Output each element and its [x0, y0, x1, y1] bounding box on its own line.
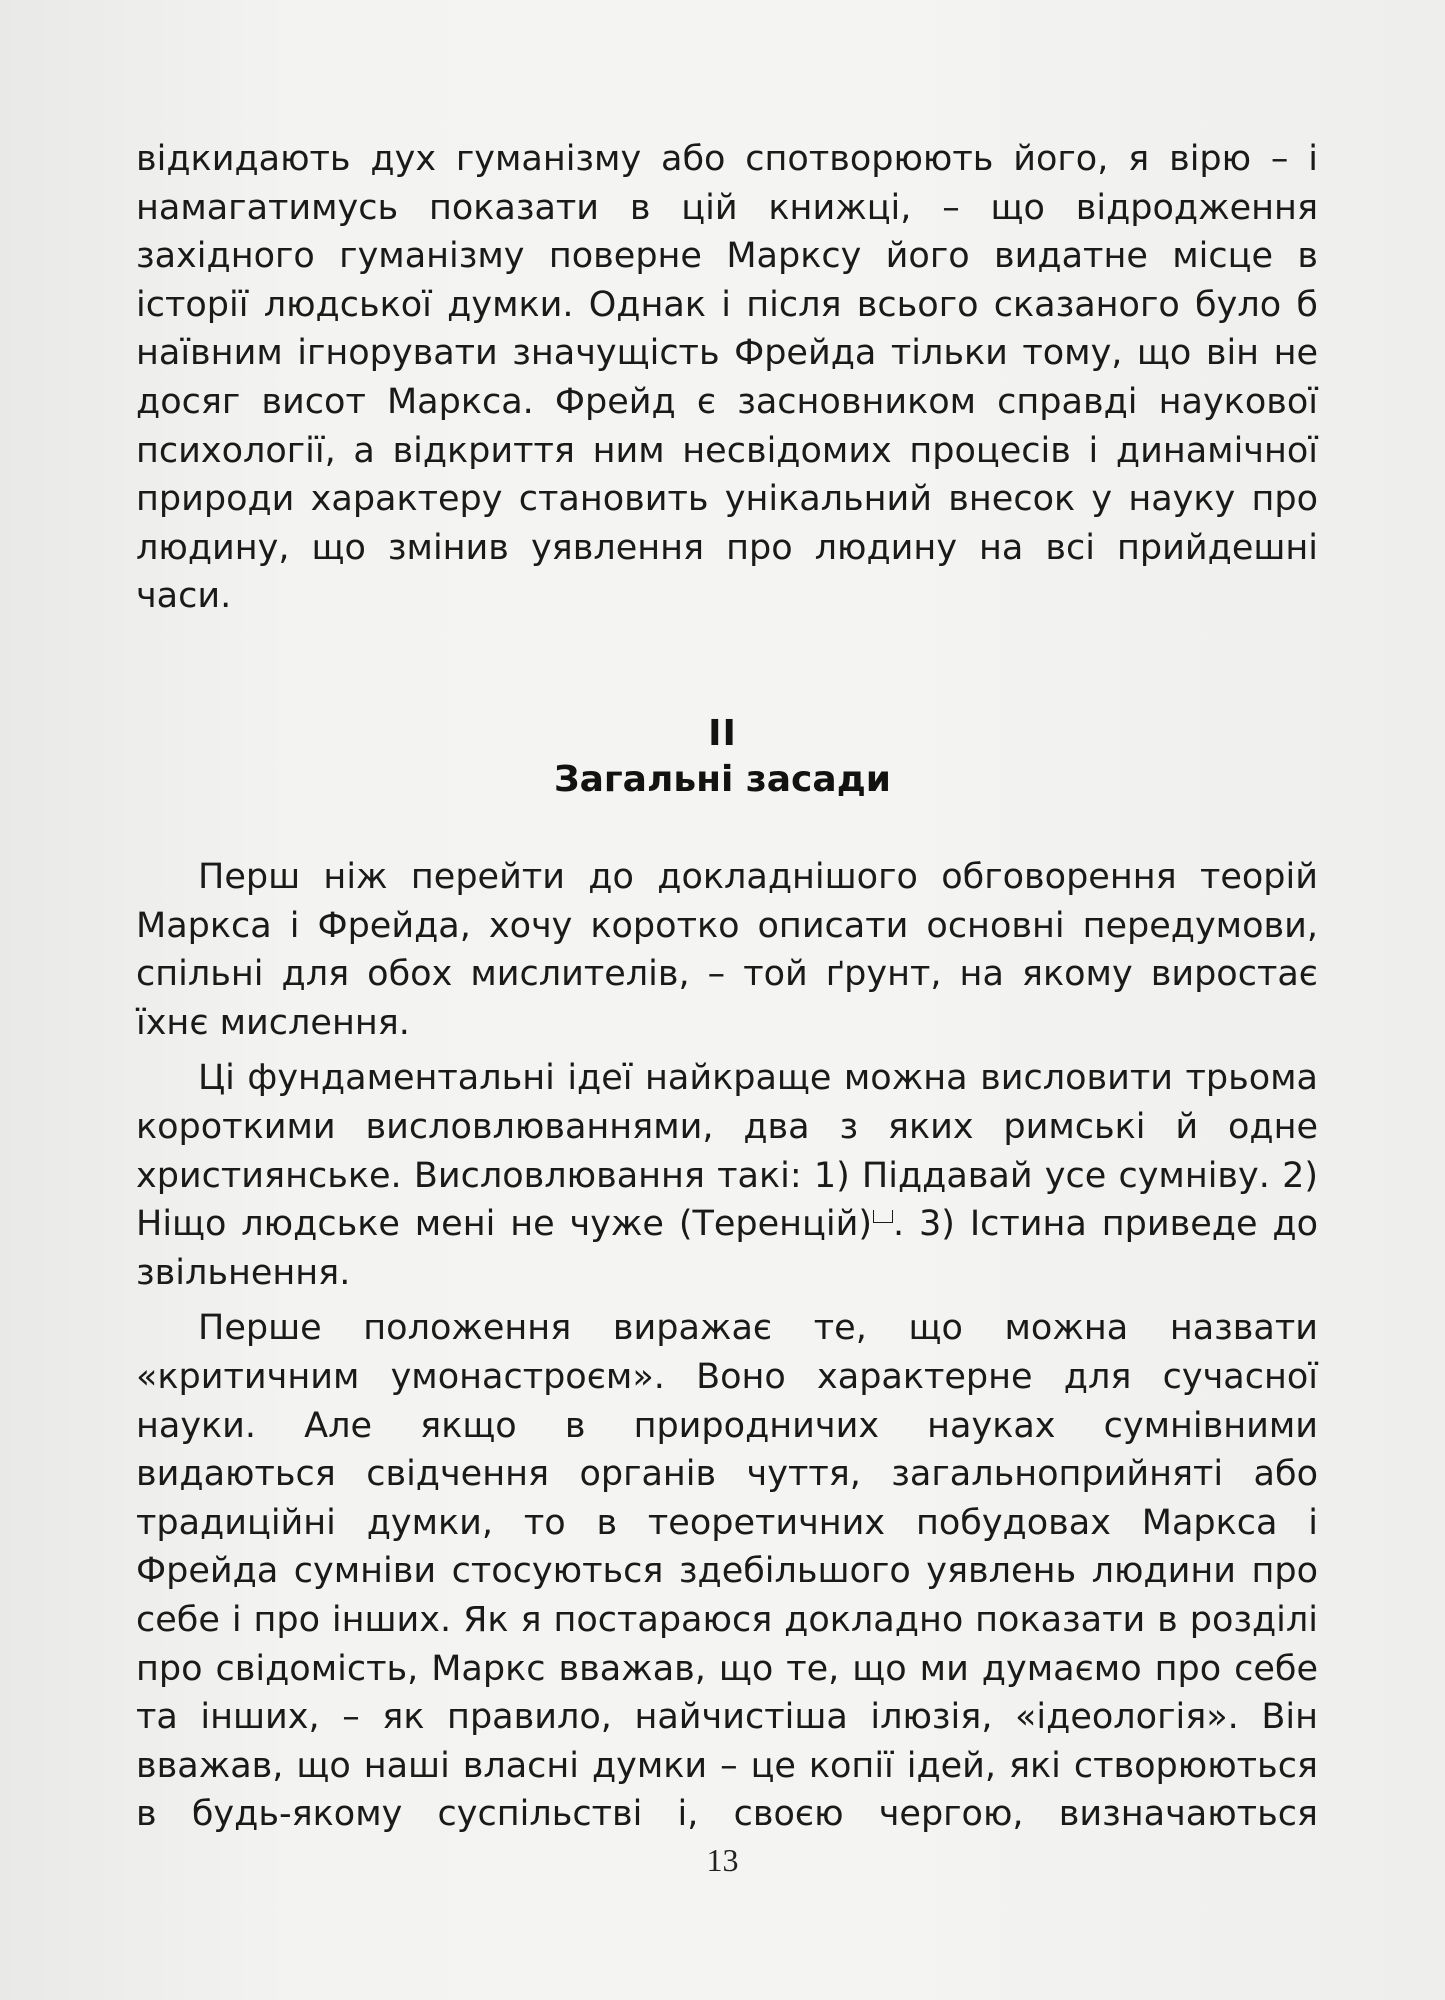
text-line: християнське. Висловлювання такі: 1) Піддавай усе сумніву. 2) [136, 1155, 1318, 1196]
footnote-marker[interactable] [873, 1210, 893, 1223]
text-line: природи характеру становить унікальний внесок у науку про [136, 479, 1318, 520]
text-line: історії людської думки. Однак і після всього сказаного було б [136, 284, 1318, 325]
paragraph [136, 1304, 1318, 1839]
chapter-number: II [708, 713, 737, 754]
paragraph-continued [136, 135, 1318, 621]
paragraph [136, 853, 1318, 1047]
text-segment: . 3) Істина приведе до [893, 1204, 1318, 1245]
text-line: науки. Але якщо в природничих науках сумнівними [136, 1405, 1318, 1446]
text-line: наївним ігнорувати значущість Фрейда тільки тому, що він не [136, 333, 1318, 374]
text-line: Перш ніж перейти до докладнішого обговорення теорій [198, 857, 1318, 897]
text-line: традиційні думки, то в теоретичних побудовах Маркса і [136, 1502, 1318, 1543]
text-line: часи. [136, 576, 232, 617]
text-line: відкидають дух гуманізму або спотворюють його, я вірю – і [136, 139, 1318, 179]
text-line [136, 1200, 1318, 1249]
chapter-title: Загальні засади [554, 759, 891, 800]
text-line: видаються свідчення органів чуття, загальноприйняті або [136, 1454, 1318, 1495]
text-line: Маркса і Фрейда, хочу коротко описати основні передумови, [136, 905, 1318, 946]
text-line: та інших, – як правило, найчистіша ілюзія, «ідеологія». Він [136, 1697, 1318, 1738]
text-line: їхнє мислення. [136, 1002, 410, 1043]
text-line: спільні для обох мислителів, – той ґрунт, на якому виростає [136, 954, 1318, 995]
text-line: Ці фундаментальні ідеї найкраще можна висловити трьома [198, 1058, 1318, 1099]
page-number: 13 [706, 1842, 739, 1878]
text-line: вважав, що наші власні думки – це копії ідей, які створюються [136, 1745, 1318, 1786]
text-line: себе і про інших. Як я постараюся докладно показати в розділі [136, 1599, 1318, 1640]
text-line: Фрейда сумніви стосуються здебільшого уявлень людини про [136, 1551, 1318, 1592]
text-line: психології, а відкриття ним несвідомих процесів і динамічної [136, 430, 1318, 471]
text-line: про свідомість, Маркс вважав, що те, що ми думаємо про себе [136, 1648, 1318, 1689]
text-line: звільнення. [136, 1252, 351, 1293]
chapter-body [136, 853, 1318, 1839]
text-line: людину, що змінив уявлення про людину на всі прийдешні [136, 527, 1318, 568]
text-line: намагатимусь показати в цій книжці, – що відродження [136, 187, 1318, 228]
text-line: досяг висот Маркса. Фрейд є засновником справді наукової [136, 381, 1318, 422]
paragraph [136, 1054, 1318, 1297]
text-segment: Ніщо людське мені не чуже (Теренцій) [136, 1204, 873, 1245]
text-line: в будь-якому суспільстві і, своєю чергою, визначаються [136, 1794, 1318, 1835]
text-line: Перше положення виражає те, що можна назвати [198, 1308, 1318, 1349]
text-line: західного гуманізму поверне Марксу його видатне місце в [136, 236, 1318, 277]
text-line: короткими висловлюваннями, два з яких римські й одне [136, 1106, 1318, 1147]
text-line: «критичним умонастроєм». Воно характерне для сучасної [136, 1356, 1318, 1397]
